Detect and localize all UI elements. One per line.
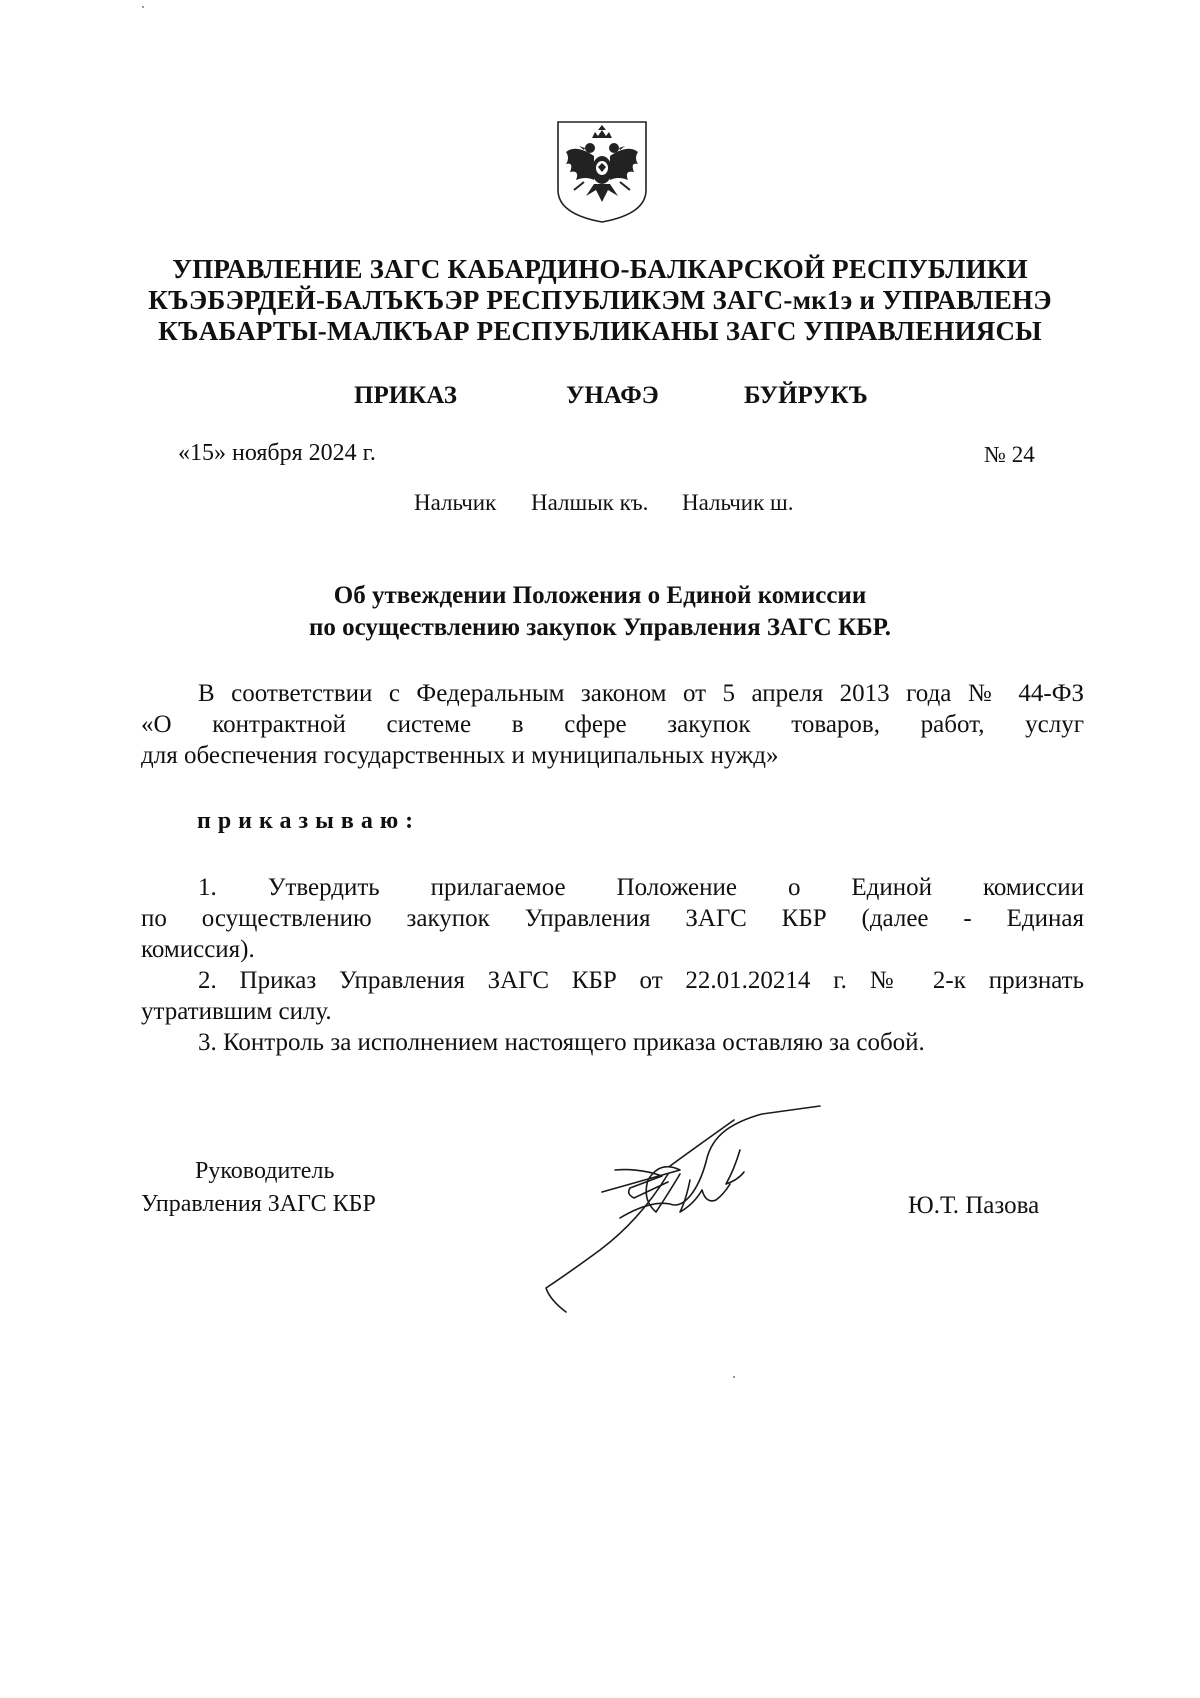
preamble-line-2: «О контрактной системе в сфере закупок товаров, работ, услуг: [141, 711, 1084, 738]
order-title-kabardian: УНАФЭ: [566, 382, 659, 409]
place-kabardian: Налшык къ.: [531, 490, 649, 515]
order-title-russian: ПРИКАЗ: [354, 382, 457, 409]
subject-line-1: Об утвеждении Положения о Единой комиссии: [333, 582, 867, 609]
ordering-word: приказываю:: [197, 808, 421, 834]
item-2-line-2: утратившим силу.: [141, 998, 332, 1025]
signatory-name: Ю.Т. Пазова: [908, 1192, 1040, 1219]
coat-of-arms-icon: [554, 118, 650, 226]
signatory-title: [141, 1155, 376, 1221]
document-type-titles: [0, 382, 1200, 416]
order-items: [141, 872, 1084, 1058]
place-balkar: Нальчик ш.: [682, 490, 794, 515]
document-date: «15» ноября 2024 г.: [178, 440, 376, 466]
signatory-title-line-1: Руководитель: [195, 1158, 335, 1184]
order-title-balkar: БУЙРУКЪ: [744, 382, 868, 409]
item-1-line-2: по осуществлению закупок Управления ЗАГС КБР (далее - Единая: [141, 905, 1084, 932]
authority-name-russian: УПРАВЛЕНИЕ ЗАГС КАБАРДИНО-БАЛКАРСКОЙ РЕСПУБЛИКИ: [172, 254, 1028, 284]
authority-name-balkar: КЪАБАРТЫ-МАЛКЪАР РЕСПУБЛИКАНЫ ЗАГС УПРАВЛЕНИЯСЫ: [158, 316, 1042, 346]
document-subject: [0, 580, 1200, 644]
item-3: 3. Контроль за исполнением настоящего приказа оставляю за собой.: [198, 1029, 925, 1056]
subject-line-2: по осуществлению закупок Управления ЗАГС КБР.: [308, 614, 892, 641]
authority-name-kabardian: КЪЭБЭРДЕЙ-БАЛЪКЪЭР РЕСПУБЛИКЭМ ЗАГС-мк1э и УПРАВЛЕНЭ: [148, 285, 1052, 315]
item-1-line-3: комиссия).: [141, 936, 255, 963]
place-russian: Нальчик: [414, 490, 497, 515]
preamble-paragraph: [141, 678, 1084, 771]
issuing-authority-header: [0, 254, 1200, 347]
signature-icon: [530, 1100, 830, 1320]
document-number: № 24: [984, 442, 1035, 467]
signatory-title-line-2: Управления ЗАГС КБР: [141, 1191, 376, 1217]
preamble-line-3: для обеспечения государственных и муниципальных нужд»: [141, 742, 779, 769]
scan-speck: [142, 6, 144, 8]
item-1-line-1: 1. Утвердить прилагаемое Положение о Единой комиссии: [198, 874, 1084, 901]
item-2-line-1: 2. Приказ Управления ЗАГС КБР от 22.01.20214 г. № 2-к признать: [198, 967, 1084, 994]
scan-speck: [733, 1376, 735, 1378]
preamble-line-1: В соответствии с Федеральным законом от 5 апреля 2013 года № 44-ФЗ: [198, 680, 1084, 707]
